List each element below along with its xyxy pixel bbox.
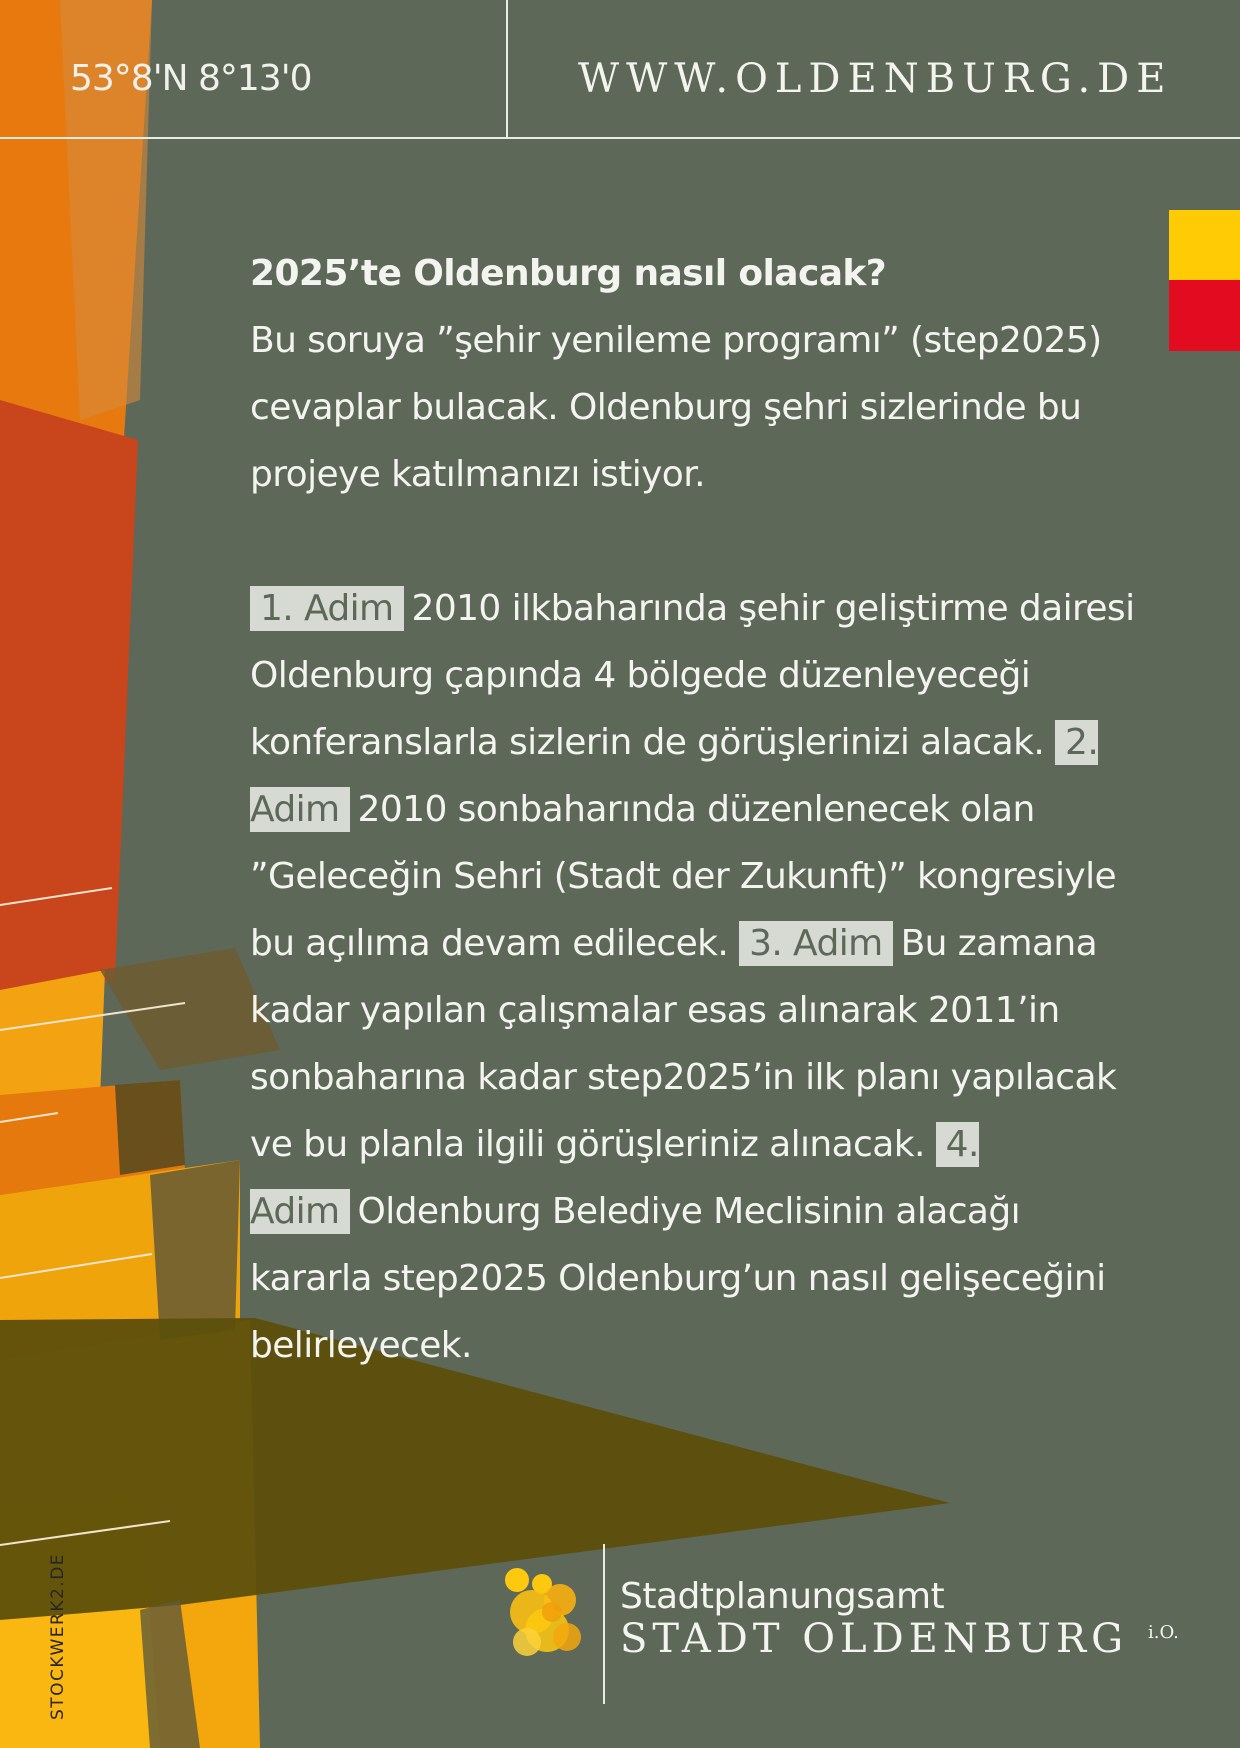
header-vertical-divider: [506, 0, 508, 137]
step-2-label: 2. Adim: [250, 722, 1099, 830]
step-1-label: 1. Adim: [250, 586, 404, 631]
main-text: [250, 240, 1150, 1379]
city-suffix: i.O.: [1148, 1622, 1179, 1643]
footer-divider: [603, 1544, 605, 1704]
step-1-text: 2010 ilkbaharında şehir geliştirme dairesi Oldenburg çapında 4 bölgede düzenleyeceği konferanslarla sizlerin de görüşlerinizi alacak.: [250, 588, 1135, 763]
step-4-label: 4. Adim: [250, 1124, 979, 1232]
flag-yellow-stripe: [1169, 210, 1240, 280]
flag-red-stripe: [1169, 280, 1240, 351]
website-url[interactable]: WWW.OLDENBURG.DE: [578, 56, 1173, 102]
steps-paragraph: [250, 575, 1150, 1379]
step-2-text: 2010 sonbaharında düzenlenecek olan ”Geleceğin Sehri (Stadt der Zukunft)” kongresiyle bu açılıma devam edilecek.: [250, 789, 1117, 964]
header-divider: [0, 137, 1240, 139]
agency-name: Stadtplanungsamt: [620, 1576, 945, 1617]
headline: 2025’te Oldenburg nasıl olacak?: [250, 253, 887, 294]
step-3-label: 3. Adim: [739, 921, 893, 966]
step-3-text: Bu zamana kadar yapılan çalışmalar esas alınarak 2011’in sonbaharına kadar step2025’in ilk planı yapılacak ve bu planla ilgili görüşleriniz alınacak.: [250, 923, 1117, 1165]
city-name: STADT OLDENBURG: [620, 1616, 1129, 1662]
design-credit: STOCKWERK2.DE: [48, 1552, 68, 1720]
geo-coordinates: 53°8'N 8°13'0: [70, 58, 312, 99]
step-4-text: Oldenburg Belediye Meclisinin alacağı kararla step2025 Oldenburg’un nasıl gelişeceğini belirleyecek.: [250, 1191, 1106, 1366]
yellow-dots-logo-icon: [502, 1562, 602, 1672]
intro-paragraph: Bu soruya ”şehir yenileme programı” (step2025) cevaplar bulacak. Oldenburg şehri sizlerinde bu projeye katılmanızı istiyor.: [250, 320, 1102, 495]
